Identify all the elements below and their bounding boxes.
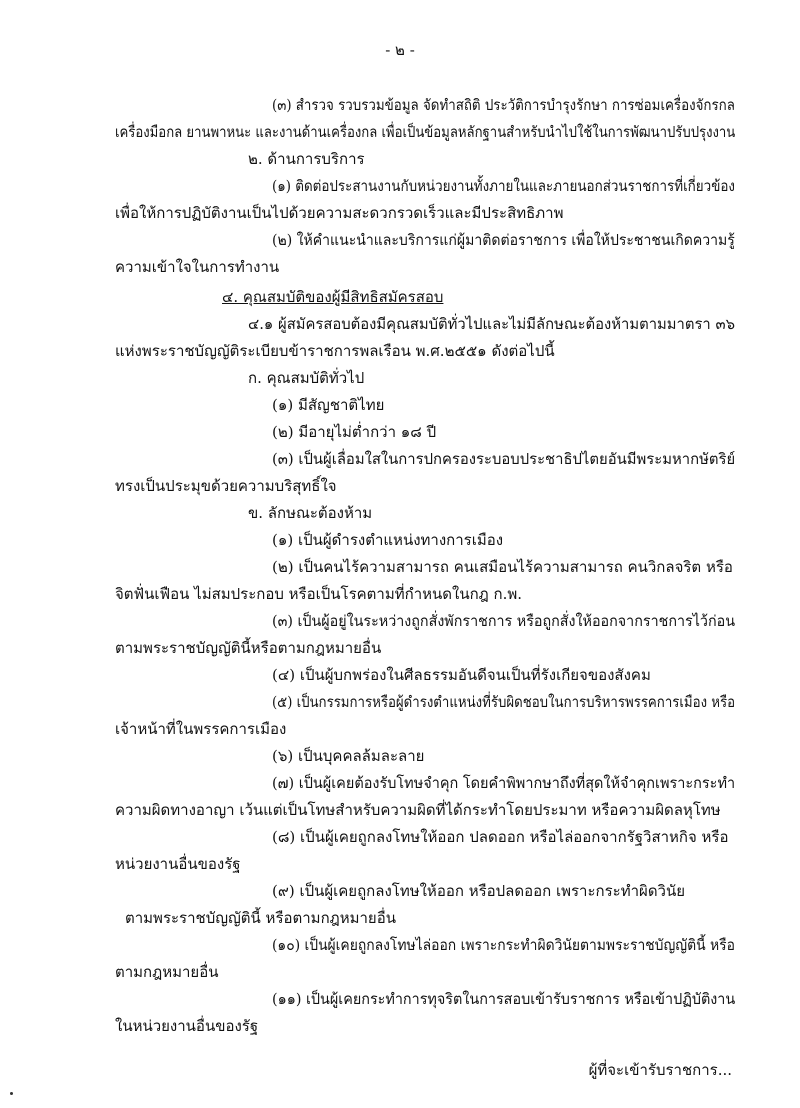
text-line: ตามกฎหมายอื่น xyxy=(115,963,219,981)
text-line: (๕) เป็นกรรมการหรือผู้ดำรงตำแหน่งที่รับผิดชอบในการบริหารพรรคการเมือง หรือ xyxy=(272,693,736,711)
text-line: ๔.๑ ผู้สมัครสอบต้องมีคุณสมบัติทั่วไปและไม่มีลักษณะต้องห้ามตามมาตรา ๓๖ xyxy=(248,315,735,333)
footer-continuation: ผู้ที่จะเข้ารับราชการ... xyxy=(588,1061,732,1079)
text-line: ข. ลักษณะต้องห้าม xyxy=(248,504,373,522)
page-number: - ๒ - xyxy=(385,41,415,59)
text-line: ทรงเป็นประมุขด้วยความบริสุทธิ์ใจ xyxy=(115,477,337,495)
text-line: หน่วยงานอื่นของรัฐ xyxy=(115,855,241,873)
text-line: ในหน่วยงานอื่นของรัฐ xyxy=(115,1017,259,1035)
text-line: ความเข้าใจในการทำงาน xyxy=(115,258,280,276)
section-heading: ๔. คุณสมบัติของผู้มีสิทธิสมัครสอบ xyxy=(222,288,444,306)
scan-speck xyxy=(10,1092,13,1095)
text-line: (๒) ให้คำแนะนำและบริการแก่ผู้มาติดต่อราชการ เพื่อให้ประชาชนเกิดความรู้ xyxy=(272,231,735,249)
text-line: ๒. ด้านการบริการ xyxy=(248,150,365,168)
text-line: (๑๑) เป็นผู้เคยกระทำการทุจริตในการสอบเข้ารับราชการ หรือเข้าปฏิบัติงาน xyxy=(272,990,736,1008)
text-line: (๑๐) เป็นผู้เคยถูกลงโทษไล่ออก เพราะกระทำผิดวินัยตามพระราชบัญญัตินี้ หรือ xyxy=(272,936,735,954)
text-line: เพื่อให้การปฏิบัติงานเป็นไปด้วยความสะดวกรวดเร็วและมีประสิทธิภาพ xyxy=(115,204,564,222)
text-line: (๘) เป็นผู้เคยถูกลงโทษให้ออก ปลดออก หรือไล่ออกจากรัฐวิสาหกิจ หรือ xyxy=(272,828,729,846)
text-line: (๗) เป็นผู้เคยต้องรับโทษจำคุก โดยคำพิพากษาถึงที่สุดให้จำคุกเพราะกระทำ xyxy=(272,774,736,792)
text-line: (๙) เป็นผู้เคยถูกลงโทษให้ออก หรือปลดออก เพราะกระทำผิดวินัย xyxy=(272,882,686,900)
text-line: จิตฟั่นเฟือน ไม่สมประกอบ หรือเป็นโรคตามที่กำหนดในกฎ ก.พ. xyxy=(115,585,523,603)
text-line: (๑) เป็นผู้ดำรงตำแหน่งทางการเมือง xyxy=(272,531,504,549)
text-line: (๒) เป็นคนไร้ความสามารถ คนเสมือนไร้ความสามารถ คนวิกลจริต หรือ xyxy=(272,558,733,576)
text-line: ตามพระราชบัญญัตินี้หรือตามกฎหมายอื่น xyxy=(115,639,382,657)
text-line: ความผิดทางอาญา เว้นแต่เป็นโทษสำหรับความผิดที่ได้กระทำโดยประมาท หรือความผิดลหุโทษ xyxy=(115,801,721,819)
text-line: เครื่องมือกล ยานพาหนะ และงานด้านเครื่องกล เพื่อเป็นข้อมูลหลักฐานสำหรับนำไปใช้ในการพัฒนาปรับปรุงงาน xyxy=(115,123,736,141)
text-line: (๔) เป็นผู้บกพร่องในศีลธรรมอันดีจนเป็นที่รังเกียจของสังคม xyxy=(272,666,651,684)
text-line: (๖) เป็นบุคคลล้มละลาย xyxy=(272,747,425,765)
text-line: (๑) ติดต่อประสานงานกับหน่วยงานทั้งภายในและภายนอกส่วนราชการที่เกี่ยวข้อง xyxy=(272,177,735,195)
text-line: เจ้าหน้าที่ในพรรคการเมือง xyxy=(115,720,287,738)
text-line: ก. คุณสมบัติทั่วไป xyxy=(248,369,365,387)
text-line: (๓) สำรวจ รวบรวมข้อมูล จัดทำสถิติ ประวัติการบำรุงรักษา การซ่อมเครื่องจักรกล xyxy=(272,96,735,114)
text-line: ตามพระราชบัญญัตินี้ หรือตามกฎหมายอื่น xyxy=(125,909,396,927)
text-line: (๒) มีอายุไม่ต่ำกว่า ๑๘ ปี xyxy=(272,423,437,441)
text-line: (๑) มีสัญชาติไทย xyxy=(272,396,385,414)
text-line: แห่งพระราชบัญญัติระเบียบข้าราชการพลเรือน พ.ศ.๒๕๕๑ ดังต่อไปนี้ xyxy=(115,342,555,360)
text-line: (๓) เป็นผู้เลื่อมใสในการปกครองระบอบประชาธิปไตยอันมีพระมหากษัตริย์ xyxy=(272,450,736,468)
text-line: (๓) เป็นผู้อยู่ในระหว่างถูกสั่งพักราชการ หรือถูกสั่งให้ออกจากราชการไว้ก่อน xyxy=(272,612,735,630)
